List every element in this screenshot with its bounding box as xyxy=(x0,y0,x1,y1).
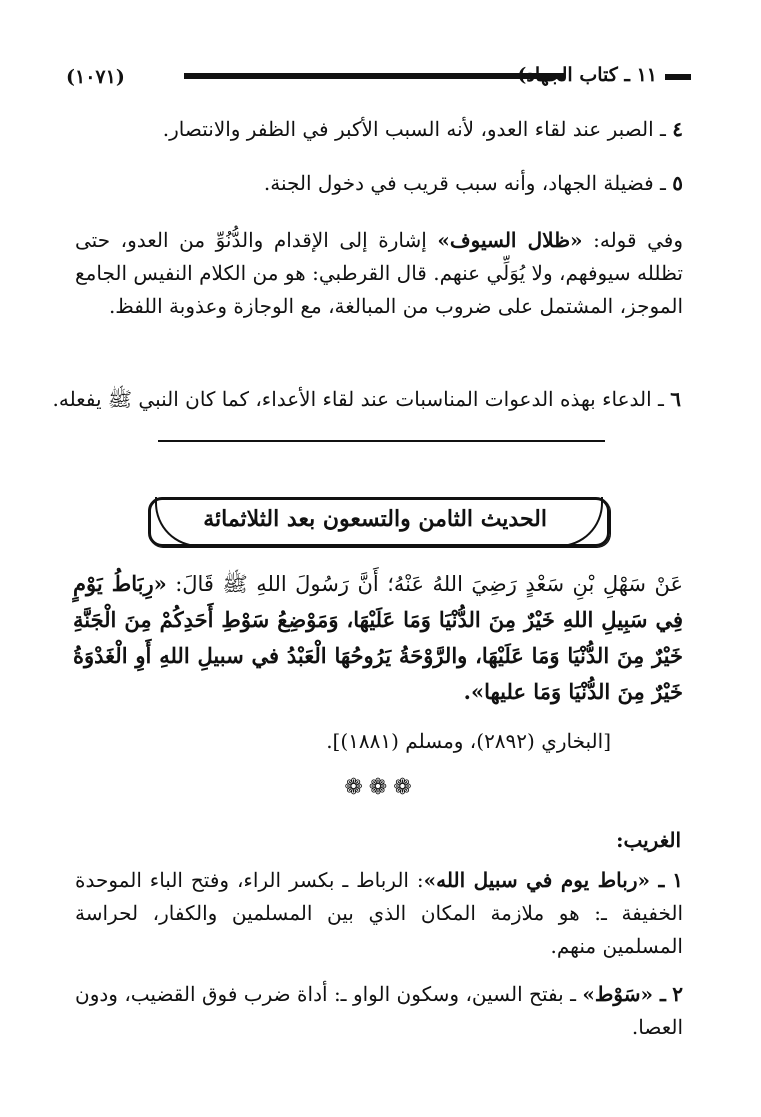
item-text: ـ الصبر عند لقاء العدو، لأنه السبب الأكبر في الظفر والانتصار. xyxy=(162,117,666,141)
header-rule xyxy=(184,73,564,79)
gharib-heading: الغريب: xyxy=(616,828,681,852)
benefit-item xyxy=(52,382,681,416)
benefit-item xyxy=(264,166,683,200)
separator-ornament: ❁❁❁ xyxy=(344,775,418,800)
commentary-intro: وفي قوله: xyxy=(582,228,684,252)
commentary-quote: «ظلال السيوف» xyxy=(437,228,583,252)
gharib-explanation: ـ بفتح السين، وسكون الواو ـ: أداة ضرب فوق القضيب، ودون العصا. xyxy=(75,982,683,1039)
commentary-paragraph xyxy=(75,224,683,323)
gharib-term: ـ «رباط يوم في سبيل الله» xyxy=(423,868,665,892)
hadith-text xyxy=(73,566,683,710)
item-number: ٤ xyxy=(672,117,683,141)
item-text: ـ فضيلة الجهاد، وأنه سبب قريب في دخول الجنة. xyxy=(263,171,666,195)
hadith-narrator: عَنْ سَهْلِ بْنِ سَعْدٍ رَضِيَ اللهُ عَنْهُ؛ أَنَّ رَسُولَ اللهِ ﷺ قَالَ: xyxy=(166,572,683,596)
title-ornament-left xyxy=(155,497,199,547)
title-ornament-right xyxy=(559,497,603,547)
item-number: ٥ xyxy=(672,171,683,195)
hadith-matn: «رِبَاطُ يَوْمٍ فِي سَبِيلِ اللهِ خَيْرٌ مِنَ الدُّنْيَا وَمَا عَلَيْهَا، وَمَوْضِعُ سَوْطِ أَحَدِكُمْ مِنَ الْجَنَّةِ خَيْرٌ مِنَ الدُّنْيَا وَمَا عَلَيْهَا، والرَّوْحَةُ يَرُوحُهَا الْعَبْدُ في سبيلِ اللهِ أَوِ الْغَدْوَةُ خَيْرٌ مِنَ الدُّنْيَا وَمَا عليها». xyxy=(73,571,683,704)
page-number: (١٠٧١) xyxy=(66,66,125,88)
hadith-title: الحديث الثامن والتسعون بعد الثلاثمائة xyxy=(203,506,547,532)
page-header xyxy=(66,64,691,90)
gharib-term: ـ «سَوْط» xyxy=(582,982,666,1006)
section-divider xyxy=(158,440,605,442)
gharib-item xyxy=(75,864,683,963)
hadith-source: [البخاري (٢٨٩٢)، ومسلم (١٨٨١)]. xyxy=(326,729,611,753)
item-number: ١ xyxy=(672,868,684,892)
item-number: ٢ xyxy=(672,982,684,1006)
gharib-item xyxy=(75,978,683,1044)
book-title: ١١ ـ كتاب الجهاد) xyxy=(517,64,657,86)
commentary-text: إشارة إلى الإقدام والدُّنُوِّ من العدو، حتى تظلله سيوفهم، ولا يُوَلِّي عنهم. قال القرطبي: هو من الكلام النفيس الجامع الموجز، المشتمل على ضروب من المبالغة، مع الوجازة وعذوبة اللفظ. xyxy=(75,228,683,318)
header-rule-end xyxy=(665,74,691,80)
item-text: ـ الدعاء بهذه الدعوات المناسبات عند لقاء الأعداء، كما كان النبي ﷺ يفعله. xyxy=(52,387,664,411)
gharib-explanation: : الرباط ـ بكسر الراء، وفتح الباء الموحدة الخفيفة ـ: هو ملازمة المكان الذي بين المسلمين والكفار، لحراسة المسلمين منهم. xyxy=(75,868,683,958)
item-number: ٦ xyxy=(670,387,681,411)
hadith-title-box xyxy=(148,497,610,547)
benefit-item xyxy=(163,112,683,146)
